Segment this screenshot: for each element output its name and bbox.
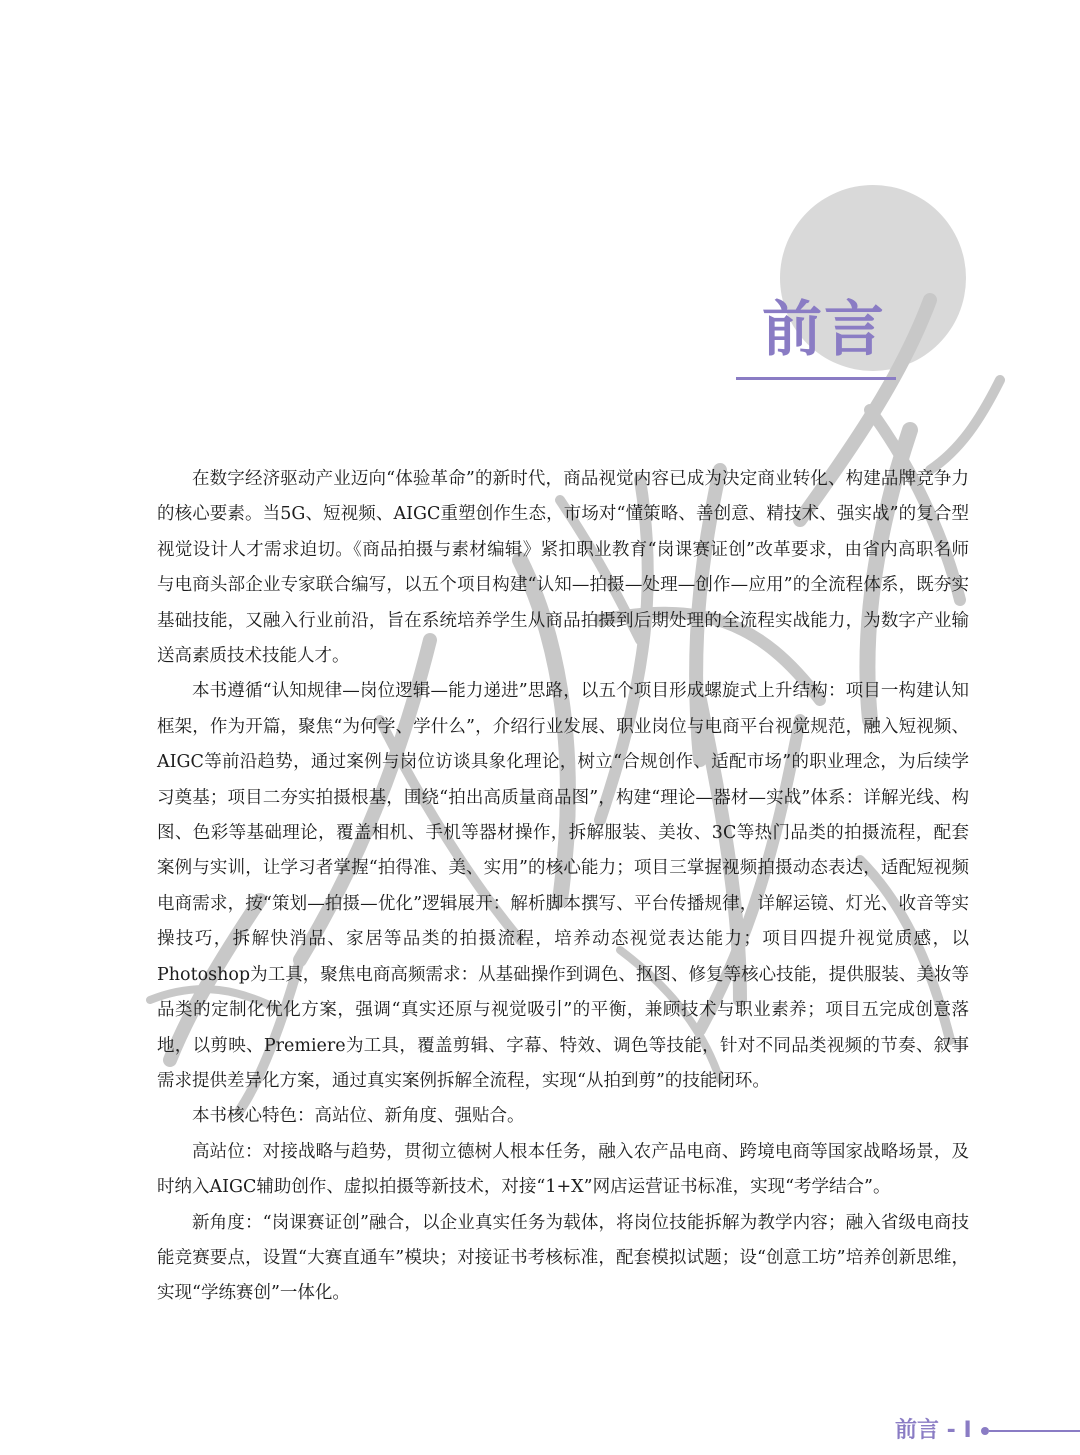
paragraph-structure: 本书遵循“认知规律—岗位逻辑—能力递进”思路，以五个项目形成螺旋式上升结构：项目一构建认知框架，作为开篇，聚焦“为何学、学什么”，介绍行业发展、职业岗位与电商平台视觉规范，融入短视频、AIGC等前沿趋势，通过案例与岗位访谈具象化理论，树立“合规创作、适配市场”的职业理念，为后续学习奠基；项目二夯实拍摄根基，围绕“拍出高质量商品图”，构建“理论—器材—实战”体系：详解光线、构图、色彩等基础理论，覆盖相机、手机等器材操作，拆解服装、美妆、3C等热门品类的拍摄流程，配套案例与实训，让学习者掌握“拍得准、美、实用”的核心能力；项目三掌握视频拍摄动态表达，适配短视频电商需求，按“策划—拍摄—优化”逻辑展开：解析脚本撰写、平台传播规律，详解运镜、灯光、收音等实操技巧，拆解快消品、家居等品类的拍摄流程，培养动态视觉表达能力；项目四提升视觉质感，以Photoshop为工具，聚焦电商高频需求：从基础操作到调色、抠图、修复等核心技能，提供服装、美妆等品类的定制化优化方案，强调“真实还原与视觉吸引”的平衡，兼顾技术与职业素养；项目五完成创意落地，以剪映、Premiere为工具，覆盖剪辑、字幕、特效、调色等技能，针对不同品类视频的节奏、叙事需求提供差异化方案，通过真实案例拆解全流程，实现“从拍到剪”的技能闭环。 (157, 681, 969, 1091)
paragraph-features: 本书核心特色：高站位、新角度、强贴合。 (192, 1106, 525, 1127)
footer-dot (981, 1427, 989, 1435)
footer-line (989, 1430, 1080, 1432)
page-title: 前言 (762, 295, 886, 365)
page-footer-label: 前言 - I (895, 1418, 972, 1443)
paragraph-intro: 在数字经济驱动产业迈向“体验革命”的新时代，商品视觉内容已成为决定商业转化、构建品牌竞争力的核心要素。当5G、短视频、AIGC重塑创作生态，市场对“懂策略、善创意、精技术、强实战”的复合型视觉设计人才需求迫切。《商品拍摄与素材编辑》紧扣职业教育“岗课赛证创”改革要求，由省内高职名师与电商头部企业专家联合编写，以五个项目构建“认知—拍摄—处理—创作—应用”的全流程体系，既夯实基础技能，又融入行业前沿，旨在系统培养学生从商品拍摄到后期处理的全流程实战能力，为数字产业输送高素质技术技能人才。 (157, 469, 969, 667)
preface-body (157, 462, 969, 1312)
paragraph-new-angle: 新角度：“岗课赛证创”融合，以企业真实任务为载体，将岗位技能拆解为教学内容；融入省级电商技能竞赛要点，设置“大赛直通车”模块；对接证书考核标准，配套模拟试题；设“创意工坊”培养创新思维，实现“学练赛创”一体化。 (157, 1212, 969, 1304)
title-underline (736, 377, 896, 380)
paragraph-high-standpoint: 高站位：对接战略与趋势，贯彻立德树人根本任务，融入农产品电商、跨境电商等国家战略场景，及时纳入AIGC辅助创作、虚拟拍摄等新技术，对接“1+X”网店运营证书标准，实现“考学结合”。 (157, 1141, 969, 1198)
